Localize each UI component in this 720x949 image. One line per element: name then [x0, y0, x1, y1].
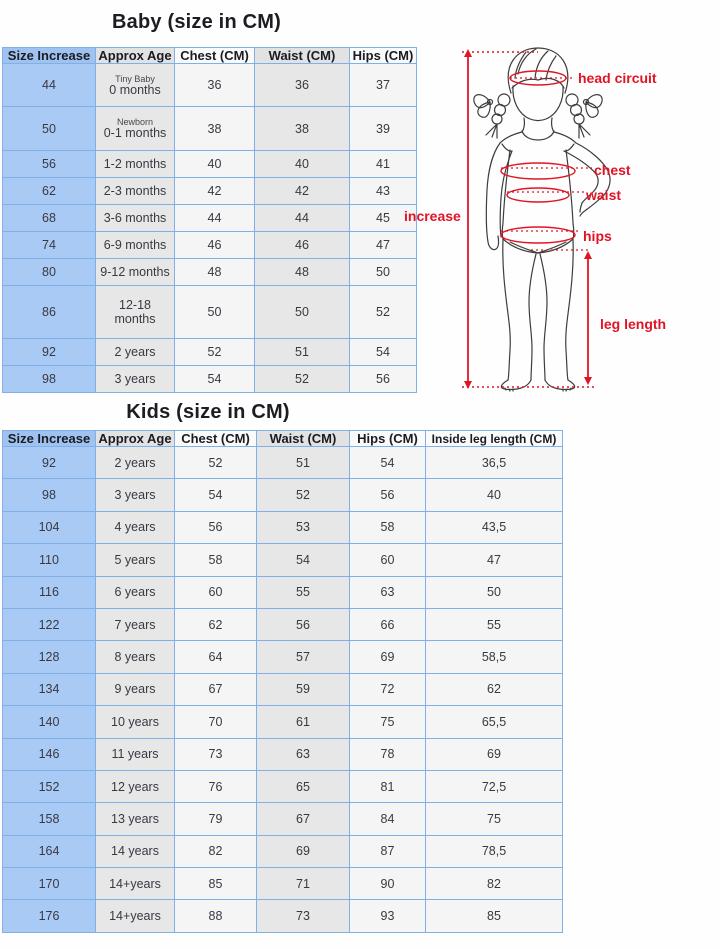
cell-hips: 72: [350, 673, 426, 705]
cell-hips: 56: [350, 365, 417, 392]
cell-leg: 78,5: [426, 835, 563, 867]
table-row: [3, 673, 563, 705]
baby-table-body: [3, 64, 417, 393]
cell-age: 14+years: [96, 900, 175, 933]
cell-hips: 87: [350, 835, 426, 867]
cell-age: 6 years: [96, 576, 175, 608]
column-header-hips: Hips (CM): [350, 431, 426, 447]
cell-hips: 45: [350, 204, 417, 231]
column-header-age: Approx Age: [96, 48, 175, 64]
cell-waist: 61: [257, 706, 350, 738]
cell-waist: 40: [255, 150, 350, 177]
cell-hips: 37: [350, 64, 417, 107]
cell-size: 116: [3, 576, 96, 608]
cell-age: 11 years: [96, 738, 175, 770]
cell-hips: 81: [350, 770, 426, 802]
cell-age: 3 years: [96, 365, 175, 392]
cell-size: 92: [3, 338, 96, 365]
head-circumference-ellipse: [510, 71, 566, 85]
cell-hips: 78: [350, 738, 426, 770]
cell-chest: 58: [175, 544, 257, 576]
cell-size: 56: [3, 150, 96, 177]
kids-table-header: [3, 431, 563, 447]
cell-size: 104: [3, 511, 96, 543]
cell-waist: 38: [255, 107, 350, 150]
column-header-waist: Waist (CM): [257, 431, 350, 447]
table-row: [3, 232, 417, 259]
cell-leg: 55: [426, 608, 563, 640]
cell-chest: 44: [175, 204, 255, 231]
cell-leg: 72,5: [426, 770, 563, 802]
cell-age: 1-2 months: [96, 150, 175, 177]
cell-age: 12 years: [96, 770, 175, 802]
leg-length-label: leg length: [600, 316, 667, 332]
cell-waist: 46: [255, 232, 350, 259]
cell-waist: 36: [255, 64, 350, 107]
kids-table-body: [3, 447, 563, 933]
cell-chest: 54: [175, 479, 257, 511]
cell-age: 14+years: [96, 868, 175, 900]
column-header-waist: Waist (CM): [255, 48, 350, 64]
table-row: [3, 868, 563, 900]
cell-age: 12-18 months: [96, 286, 175, 338]
cell-size: 170: [3, 868, 96, 900]
cell-chest: 48: [175, 259, 255, 286]
cell-leg: 40: [426, 479, 563, 511]
cell-age: 14 years: [96, 835, 175, 867]
cell-size: 50: [3, 107, 96, 150]
cell-size: 122: [3, 608, 96, 640]
cell-waist: 51: [257, 447, 350, 479]
table-row: [3, 900, 563, 933]
cell-size: 152: [3, 770, 96, 802]
column-header-chest: Chest (CM): [175, 431, 257, 447]
cell-age: 5 years: [96, 544, 175, 576]
cell-size: 98: [3, 479, 96, 511]
cell-size: 62: [3, 177, 96, 204]
table-row: [3, 835, 563, 867]
cell-age: 9 years: [96, 673, 175, 705]
table-row: [3, 177, 417, 204]
cell-waist: 67: [257, 803, 350, 835]
cell-chest: 79: [175, 803, 257, 835]
table-row: [3, 204, 417, 231]
column-header-age: Approx Age: [96, 431, 175, 447]
cell-size: 80: [3, 259, 96, 286]
cell-waist: 73: [257, 900, 350, 933]
baby-size-table: [2, 47, 417, 393]
cell-hips: 63: [350, 576, 426, 608]
cell-age: 3 years: [96, 479, 175, 511]
cell-hips: 69: [350, 641, 426, 673]
cell-hips: 75: [350, 706, 426, 738]
cell-chest: 52: [175, 447, 257, 479]
cell-chest: 60: [175, 576, 257, 608]
baby-table-header: [3, 48, 417, 64]
cell-chest: 52: [175, 338, 255, 365]
chest-ellipse: [501, 163, 575, 179]
waist-label: waist: [586, 187, 622, 203]
table-row: [3, 738, 563, 770]
column-header-size: Size Increase: [3, 431, 96, 447]
cell-size: 44: [3, 64, 96, 107]
cell-size: 98: [3, 365, 96, 392]
cell-waist: 65: [257, 770, 350, 802]
cell-hips: 60: [350, 544, 426, 576]
cell-leg: 65,5: [426, 706, 563, 738]
cell-waist: 69: [257, 835, 350, 867]
cell-leg: 82: [426, 868, 563, 900]
cell-age: 8 years: [96, 641, 175, 673]
cell-age: 2 years: [96, 338, 175, 365]
cell-waist: 48: [255, 259, 350, 286]
cell-chest: 88: [175, 900, 257, 933]
cell-size: 128: [3, 641, 96, 673]
header-row: [3, 431, 563, 447]
cell-leg: 75: [426, 803, 563, 835]
cell-hips: 39: [350, 107, 417, 150]
column-header-leg: Inside leg length (CM): [426, 431, 563, 447]
table-row: [3, 770, 563, 802]
cell-waist: 55: [257, 576, 350, 608]
cell-size: 134: [3, 673, 96, 705]
header-row: [3, 48, 417, 64]
cell-hips: 54: [350, 447, 426, 479]
cell-waist: 50: [255, 286, 350, 338]
cell-hips: 47: [350, 232, 417, 259]
cell-chest: 50: [175, 286, 255, 338]
cell-chest: 56: [175, 511, 257, 543]
cell-hips: 56: [350, 479, 426, 511]
cell-hips: 58: [350, 511, 426, 543]
cell-leg: 62: [426, 673, 563, 705]
cell-chest: 73: [175, 738, 257, 770]
cell-waist: 63: [257, 738, 350, 770]
cell-chest: 36: [175, 64, 255, 107]
cell-waist: 42: [255, 177, 350, 204]
hips-label: hips: [583, 228, 612, 244]
cell-age: 6-9 months: [96, 232, 175, 259]
baby-table-title: Baby (size in CM): [112, 11, 281, 33]
cell-hips: 52: [350, 286, 417, 338]
cell-chest: 70: [175, 706, 257, 738]
cell-hips: 43: [350, 177, 417, 204]
waist-ellipse: [507, 188, 569, 202]
table-row: [3, 544, 563, 576]
cell-age: Newborn 0-1 months: [96, 107, 175, 150]
cell-leg: 85: [426, 900, 563, 933]
cell-waist: 53: [257, 511, 350, 543]
cell-chest: 76: [175, 770, 257, 802]
cell-age: 9-12 months: [96, 259, 175, 286]
cell-size: 110: [3, 544, 96, 576]
cell-size: 146: [3, 738, 96, 770]
cell-waist: 57: [257, 641, 350, 673]
cell-size: 74: [3, 232, 96, 259]
cell-hips: 66: [350, 608, 426, 640]
cell-hips: 54: [350, 338, 417, 365]
table-row: [3, 259, 417, 286]
cell-size: 158: [3, 803, 96, 835]
cell-leg: 69: [426, 738, 563, 770]
cell-waist: 51: [255, 338, 350, 365]
table-row: [3, 608, 563, 640]
cell-chest: 82: [175, 835, 257, 867]
cell-chest: 38: [175, 107, 255, 150]
hips-ellipse: [501, 227, 575, 243]
cell-chest: 62: [175, 608, 257, 640]
cell-leg: 43,5: [426, 511, 563, 543]
table-row: [3, 479, 563, 511]
cell-waist: 71: [257, 868, 350, 900]
cell-size: 92: [3, 447, 96, 479]
cell-age: 7 years: [96, 608, 175, 640]
cell-waist: 59: [257, 673, 350, 705]
head-circuit-label: head circuit: [578, 70, 657, 86]
measurement-diagram: [398, 38, 720, 400]
cell-leg: 47: [426, 544, 563, 576]
cell-hips: 50: [350, 259, 417, 286]
table-row: [3, 576, 563, 608]
cell-age: 2 years: [96, 447, 175, 479]
cell-size: 140: [3, 706, 96, 738]
cell-chest: 46: [175, 232, 255, 259]
cell-chest: 67: [175, 673, 257, 705]
cell-waist: 52: [257, 479, 350, 511]
cell-chest: 85: [175, 868, 257, 900]
kids-size-table: [2, 430, 563, 933]
table-row: [3, 64, 417, 107]
cell-age: Tiny Baby 0 months: [96, 64, 175, 107]
girl-outline: [474, 48, 610, 391]
cell-waist: 44: [255, 204, 350, 231]
table-row: [3, 511, 563, 543]
table-row: [3, 641, 563, 673]
table-row: [3, 803, 563, 835]
increase-label: increase: [404, 208, 461, 224]
child-figure-illustration: [398, 38, 720, 400]
table-row: [3, 107, 417, 150]
cell-waist: 54: [257, 544, 350, 576]
cell-chest: 54: [175, 365, 255, 392]
cell-leg: 58,5: [426, 641, 563, 673]
column-header-hips: Hips (CM): [350, 48, 417, 64]
cell-chest: 42: [175, 177, 255, 204]
cell-age: 13 years: [96, 803, 175, 835]
cell-hips: 84: [350, 803, 426, 835]
cell-waist: 52: [255, 365, 350, 392]
cell-waist: 56: [257, 608, 350, 640]
column-header-chest: Chest (CM): [175, 48, 255, 64]
cell-age: 3-6 months: [96, 204, 175, 231]
cell-size: 68: [3, 204, 96, 231]
column-header-size: Size Increase: [3, 48, 96, 64]
cell-age: 4 years: [96, 511, 175, 543]
table-row: [3, 150, 417, 177]
table-row: [3, 338, 417, 365]
measurement-marks: [462, 52, 596, 387]
cell-age: 2-3 months: [96, 177, 175, 204]
cell-leg: 36,5: [426, 447, 563, 479]
table-row: [3, 365, 417, 392]
chest-label: chest: [594, 162, 631, 178]
cell-chest: 64: [175, 641, 257, 673]
table-row: [3, 447, 563, 479]
cell-leg: 50: [426, 576, 563, 608]
cell-hips: 90: [350, 868, 426, 900]
cell-size: 164: [3, 835, 96, 867]
table-row: [3, 286, 417, 338]
cell-size: 86: [3, 286, 96, 338]
cell-age: 10 years: [96, 706, 175, 738]
kids-table-title: Kids (size in CM): [126, 401, 290, 423]
cell-hips: 93: [350, 900, 426, 933]
table-row: [3, 706, 563, 738]
cell-chest: 40: [175, 150, 255, 177]
cell-size: 176: [3, 900, 96, 933]
cell-hips: 41: [350, 150, 417, 177]
